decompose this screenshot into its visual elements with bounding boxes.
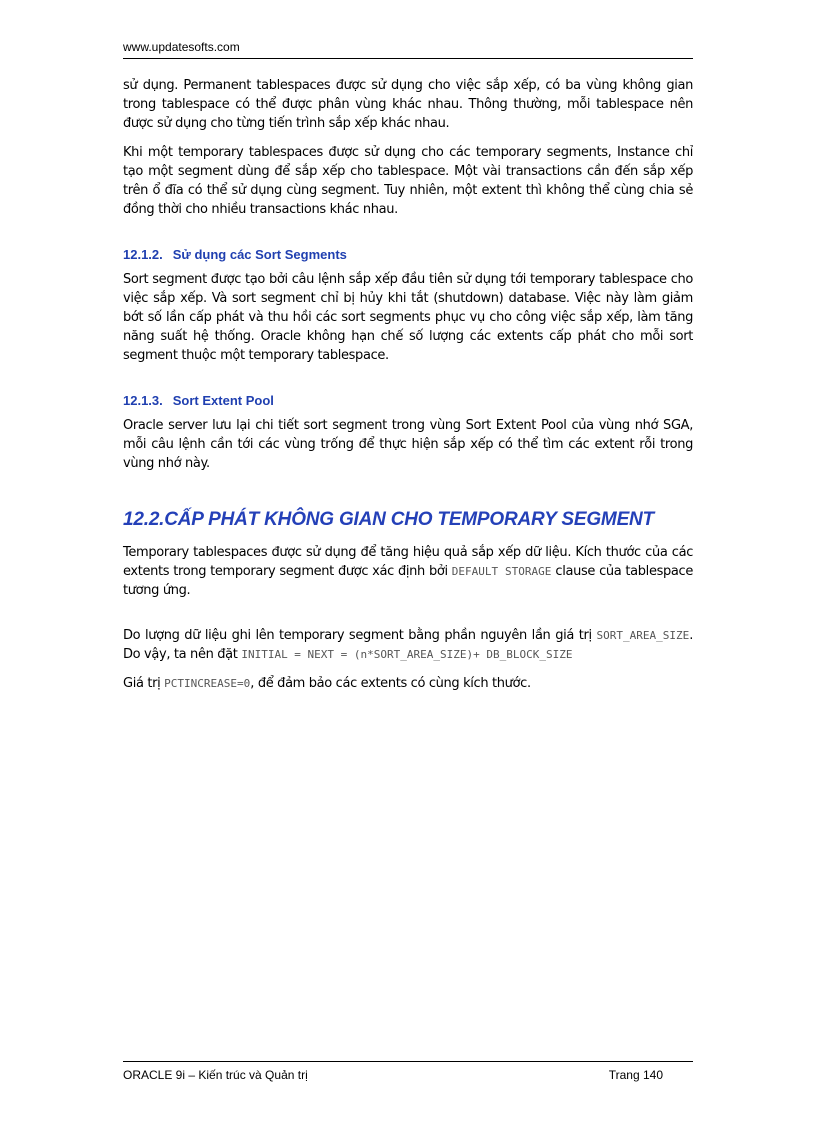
text-run: Do lượng dữ liệu ghi lên temporary segment bằng phần nguyên lần giá trị bbox=[123, 628, 597, 643]
page-number: Trang 140 bbox=[608, 1068, 663, 1082]
subsection-title: Sort Extent Pool bbox=[172, 393, 274, 408]
subsection-title: Sử dụng các Sort Segments bbox=[172, 247, 347, 262]
subsection-number: 12.1.2. bbox=[123, 247, 163, 262]
code-text: DEFAULT STORAGE bbox=[451, 565, 552, 578]
paragraph: Khi một temporary tablespaces được sử dụng cho các temporary segments, Instance chỉ tạo một segment dùng để sắp xếp cho tablespace. Một vài transactions cần đến sắp xếp trên ổ đĩa có thể sử dụng cùng segment. Tuy nhiên, một extent thì không thể cùng chia sẻ đồng thời cho nhiều transactions khác nhau. bbox=[123, 145, 693, 217]
footer-title: ORACLE 9i – Kiến trúc và Quản trị bbox=[123, 1068, 308, 1082]
page-footer bbox=[123, 1061, 693, 1082]
code-text: PCTINCREASE=0 bbox=[164, 677, 251, 690]
subsection-heading bbox=[123, 247, 693, 262]
paragraph bbox=[123, 674, 693, 693]
text-run: , để đảm bảo các extents có cùng kích thước. bbox=[250, 676, 531, 691]
subsection-number: 12.1.3. bbox=[123, 393, 163, 408]
paragraph bbox=[123, 543, 693, 600]
paragraph: Oracle server lưu lại chi tiết sort segment trong vùng Sort Extent Pool của vùng nhớ SGA, mỗi câu lệnh cần tới các vùng trống để thực hiện sắp xếp có thể tìm các extent rỗi trong vùng nhớ này. bbox=[123, 418, 693, 471]
paragraph: sử dụng. Permanent tablespaces được sử dụng cho việc sắp xếp, có ba vùng không gian trong tablespace có thể được phân vùng khác nhau. Thông thường, mỗi tablespace nên được sử dụng cho từng tiến trình sắp xếp khác nhau. bbox=[123, 78, 693, 131]
text-run: Giá trị bbox=[123, 676, 165, 691]
page-header bbox=[123, 40, 693, 59]
subsection-heading bbox=[123, 393, 693, 408]
paragraph: Sort segment được tạo bởi câu lệnh sắp xếp đầu tiên sử dụng tới temporary tablespace cho việc sắp xếp. Và sort segment chỉ bị hủy khi tắt (shutdown) database. Việc này làm giảm bớt số lần cấp phát và thu hồi các sort segments phục vụ cho công việc sắp xếp, làm tăng năng suất hệ thống. Oracle không hạn chế số lượng các extents cấp phát cho mỗi sort segment thuộc một temporary tablespace. bbox=[123, 272, 693, 363]
text-run: . Do vậy, ta nên đặt bbox=[123, 628, 693, 662]
section-heading: 12.2.CẤP PHÁT KHÔNG GIAN CHO TEMPORARY SEGMENT bbox=[123, 509, 654, 530]
header-url: www.updatesofts.com bbox=[123, 40, 240, 54]
text-run: Temporary tablespaces được sử dụng để tăng hiệu quả sắp xếp dữ liệu. Kích thước của các extents trong temporary segment được xác định bởi bbox=[123, 545, 693, 579]
code-text: INITIAL = NEXT = (n*SORT_AREA_SIZE)+ DB_BLOCK_SIZE bbox=[241, 648, 573, 661]
paragraph bbox=[123, 626, 693, 664]
text-run: clause của tablespace tương ứng. bbox=[123, 564, 693, 598]
page-content bbox=[123, 76, 693, 703]
code-text: SORT_AREA_SIZE bbox=[596, 629, 690, 642]
